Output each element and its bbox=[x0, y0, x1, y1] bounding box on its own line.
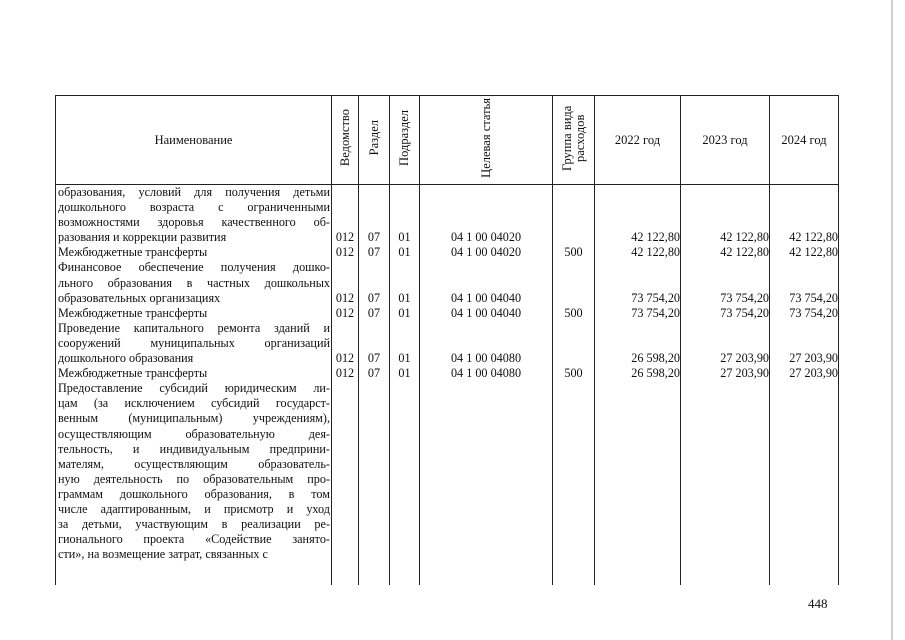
spacer-line bbox=[770, 260, 838, 275]
spacer-line bbox=[595, 502, 680, 517]
page-edge bbox=[891, 0, 893, 640]
amount-2023-column bbox=[681, 185, 770, 586]
header-2022: 2022 год bbox=[595, 96, 681, 185]
spacer-line bbox=[553, 487, 594, 502]
spacer-line bbox=[553, 442, 594, 457]
row-department-value: 012 bbox=[335, 305, 355, 320]
spacer-line bbox=[359, 185, 389, 200]
row-name-line: числе адаптированным, и присмотр и уход bbox=[58, 501, 330, 516]
row-target-value: 04 1 00 04040 bbox=[450, 290, 522, 305]
row-subsection-value: 01 bbox=[398, 290, 411, 305]
row-y2024-value: 42 122,80 bbox=[789, 230, 838, 245]
row-name-line: Межбюджетные трансферты bbox=[58, 305, 208, 320]
spacer-line bbox=[681, 427, 769, 442]
header-name: Наименование bbox=[56, 96, 332, 185]
row-name-line: Финансовое обеспечение получения дошко- bbox=[58, 260, 330, 275]
row-y2023-value: 42 122,80 bbox=[720, 245, 769, 260]
header-target-item: Целевая статья bbox=[420, 96, 553, 185]
row-target-value: 04 1 00 04080 bbox=[450, 366, 522, 381]
spacer-line bbox=[390, 396, 419, 411]
spacer-line bbox=[770, 381, 838, 396]
spacer-line bbox=[359, 442, 389, 457]
row-target-value: 04 1 00 04040 bbox=[450, 305, 522, 320]
spacer-line bbox=[553, 215, 594, 230]
row-subsection-value: 01 bbox=[398, 351, 411, 366]
spacer-line bbox=[595, 260, 680, 275]
spacer-line bbox=[420, 487, 552, 502]
spacer-line bbox=[770, 517, 838, 532]
spacer-line bbox=[332, 411, 358, 426]
spacer-line bbox=[390, 185, 419, 200]
spacer-line bbox=[595, 185, 680, 200]
spacer-line bbox=[595, 532, 680, 547]
row-department-value: 012 bbox=[335, 245, 355, 260]
row-name-line: гионального проекта «Содействие занято- bbox=[58, 532, 330, 547]
expense-group-column bbox=[553, 185, 595, 586]
name-column bbox=[56, 185, 332, 586]
spacer-line bbox=[420, 472, 552, 487]
spacer-line bbox=[595, 517, 680, 532]
target-item-column bbox=[420, 185, 553, 586]
row-y2022-value: 73 754,20 bbox=[631, 290, 680, 305]
spacer-line bbox=[770, 276, 838, 291]
row-group-value: 500 bbox=[564, 305, 583, 320]
spacer-line bbox=[332, 260, 358, 275]
spacer-line bbox=[332, 396, 358, 411]
spacer-line bbox=[770, 411, 838, 426]
spacer-line bbox=[390, 336, 419, 351]
spacer-line bbox=[420, 185, 552, 200]
spacer-line bbox=[595, 457, 680, 472]
row-group-value: 500 bbox=[564, 245, 583, 260]
spacer-line bbox=[595, 411, 680, 426]
spacer-line bbox=[420, 517, 552, 532]
spacer-line bbox=[420, 457, 552, 472]
spacer-line bbox=[390, 321, 419, 336]
subsection-column bbox=[390, 185, 420, 586]
header-2024: 2024 год bbox=[770, 96, 839, 185]
spacer-line bbox=[553, 336, 594, 351]
spacer-line bbox=[420, 502, 552, 517]
spacer-line bbox=[770, 457, 838, 472]
row-section-value: 07 bbox=[367, 366, 381, 381]
row-y2024-value: 73 754,20 bbox=[789, 290, 838, 305]
spacer-line bbox=[681, 200, 769, 215]
header-expense-group: Группа вида расходов bbox=[553, 96, 595, 185]
spacer-line bbox=[770, 200, 838, 215]
spacer-line bbox=[420, 532, 552, 547]
spacer-line bbox=[681, 517, 769, 532]
spacer-line bbox=[681, 185, 769, 200]
spacer-line bbox=[681, 381, 769, 396]
spacer-line bbox=[553, 260, 594, 275]
row-target-value: 04 1 00 04080 bbox=[450, 351, 522, 366]
spacer-line bbox=[595, 321, 680, 336]
row-name-line: разования и коррекции развития bbox=[58, 230, 227, 245]
table-body-row bbox=[56, 185, 839, 586]
spacer-line bbox=[359, 396, 389, 411]
row-target-value bbox=[420, 547, 552, 562]
row-y2024-value bbox=[770, 547, 838, 562]
spacer-line bbox=[332, 336, 358, 351]
row-name-line: граммам дошкольного образования, в том bbox=[58, 486, 330, 501]
row-name-line: тельность, и индивидуальным предприни- bbox=[58, 441, 330, 456]
spacer-line bbox=[553, 427, 594, 442]
row-section-value: 07 bbox=[367, 290, 381, 305]
row-section-value: 07 bbox=[367, 245, 381, 260]
row-department-value: 012 bbox=[335, 366, 355, 381]
spacer-line bbox=[359, 532, 389, 547]
row-name-line: льного образования в частных дошкольных bbox=[58, 275, 330, 290]
spacer-line bbox=[359, 427, 389, 442]
spacer-line bbox=[390, 487, 419, 502]
spacer-line bbox=[681, 215, 769, 230]
spacer-line bbox=[390, 427, 419, 442]
spacer-line bbox=[359, 502, 389, 517]
spacer-line bbox=[390, 215, 419, 230]
row-name-line: Предоставление субсидий юридическим ли- bbox=[58, 381, 330, 396]
header-subsection: Подраздел bbox=[390, 96, 420, 185]
spacer-line bbox=[390, 517, 419, 532]
spacer-line bbox=[390, 502, 419, 517]
spacer-line bbox=[681, 321, 769, 336]
spacer-line bbox=[681, 457, 769, 472]
spacer-line bbox=[390, 442, 419, 457]
row-department-value bbox=[332, 547, 358, 562]
row-name-line: мателям, осуществляющим образователь- bbox=[58, 456, 330, 471]
spacer-line bbox=[553, 185, 594, 200]
spacer-line bbox=[770, 442, 838, 457]
spacer-line bbox=[553, 381, 594, 396]
spacer-line bbox=[390, 200, 419, 215]
spacer-line bbox=[595, 396, 680, 411]
spacer-line bbox=[359, 215, 389, 230]
row-subsection-value: 01 bbox=[398, 305, 411, 320]
header-section: Раздел bbox=[359, 96, 390, 185]
page-number: 448 bbox=[808, 596, 828, 611]
spacer-line bbox=[595, 381, 680, 396]
row-subsection-value: 01 bbox=[398, 230, 411, 245]
header-department: Ведомство bbox=[332, 96, 359, 185]
spacer-line bbox=[332, 442, 358, 457]
spacer-line bbox=[420, 442, 552, 457]
spacer-line bbox=[553, 532, 594, 547]
spacer-line bbox=[553, 411, 594, 426]
spacer-line bbox=[595, 276, 680, 291]
spacer-line bbox=[359, 472, 389, 487]
row-group-value bbox=[553, 547, 594, 562]
spacer-line bbox=[770, 427, 838, 442]
row-group-value: 500 bbox=[564, 366, 583, 381]
row-y2023-value: 73 754,20 bbox=[720, 305, 769, 320]
row-name-line: ную деятельность по образовательным про- bbox=[58, 471, 330, 486]
spacer-line bbox=[595, 442, 680, 457]
row-y2024-value: 27 203,90 bbox=[789, 351, 838, 366]
spacer-line bbox=[359, 200, 389, 215]
spacer-line bbox=[681, 396, 769, 411]
spacer-line bbox=[390, 411, 419, 426]
spacer-line bbox=[332, 276, 358, 291]
spacer-line bbox=[359, 321, 389, 336]
row-y2022-value: 26 598,20 bbox=[631, 351, 680, 366]
row-group-value bbox=[553, 230, 594, 245]
row-y2023-value: 27 203,90 bbox=[720, 366, 769, 381]
row-name-line: дошкольного возраста с ограниченными bbox=[58, 200, 330, 215]
spacer-line bbox=[595, 215, 680, 230]
spacer-line bbox=[332, 532, 358, 547]
spacer-line bbox=[681, 502, 769, 517]
spacer-line bbox=[681, 411, 769, 426]
row-section-value: 07 bbox=[367, 351, 381, 366]
row-name-line: дошкольного образования bbox=[58, 351, 194, 366]
spacer-line bbox=[770, 321, 838, 336]
spacer-line bbox=[553, 200, 594, 215]
spacer-line bbox=[332, 517, 358, 532]
spacer-line bbox=[595, 427, 680, 442]
row-name-line: Проведение капитального ремонта зданий и bbox=[58, 320, 330, 335]
row-y2022-value: 42 122,80 bbox=[631, 245, 680, 260]
spacer-line bbox=[390, 532, 419, 547]
row-group-value bbox=[553, 291, 594, 306]
spacer-line bbox=[770, 185, 838, 200]
spacer-line bbox=[359, 336, 389, 351]
spacer-line bbox=[332, 427, 358, 442]
spacer-line bbox=[770, 502, 838, 517]
spacer-line bbox=[553, 396, 594, 411]
spacer-line bbox=[332, 472, 358, 487]
row-section-value: 07 bbox=[367, 230, 381, 245]
spacer-line bbox=[770, 396, 838, 411]
spacer-line bbox=[332, 487, 358, 502]
spacer-line bbox=[359, 381, 389, 396]
spacer-line bbox=[681, 260, 769, 275]
spacer-line bbox=[553, 276, 594, 291]
amount-2024-column bbox=[770, 185, 839, 586]
row-department-value: 012 bbox=[335, 351, 355, 366]
spacer-line bbox=[359, 411, 389, 426]
spacer-line bbox=[390, 381, 419, 396]
row-y2023-value bbox=[681, 547, 769, 562]
row-name-line: сти», на возмещение затрат, связанных с bbox=[58, 547, 268, 562]
spacer-line bbox=[359, 276, 389, 291]
spacer-line bbox=[332, 185, 358, 200]
spacer-line bbox=[770, 215, 838, 230]
spacer-line bbox=[332, 321, 358, 336]
spacer-line bbox=[770, 532, 838, 547]
section-column bbox=[359, 185, 390, 586]
spacer-line bbox=[332, 381, 358, 396]
spacer-line bbox=[595, 200, 680, 215]
table-header bbox=[56, 96, 839, 185]
row-y2023-value: 42 122,80 bbox=[720, 230, 769, 245]
spacer-line bbox=[553, 457, 594, 472]
spacer-line bbox=[681, 336, 769, 351]
amount-2022-column bbox=[595, 185, 681, 586]
row-subsection-value: 01 bbox=[398, 245, 411, 260]
spacer-line bbox=[332, 200, 358, 215]
spacer-line bbox=[553, 517, 594, 532]
spacer-line bbox=[359, 457, 389, 472]
row-name-line: цам (за исключением субсидий государст- bbox=[58, 396, 330, 411]
spacer-line bbox=[681, 487, 769, 502]
row-y2024-value: 27 203,90 bbox=[789, 366, 838, 381]
row-y2024-value: 73 754,20 bbox=[789, 305, 838, 320]
spacer-line bbox=[595, 336, 680, 351]
row-subsection-value bbox=[390, 547, 419, 562]
spacer-line bbox=[553, 502, 594, 517]
row-target-value: 04 1 00 04020 bbox=[450, 230, 522, 245]
spacer-line bbox=[359, 260, 389, 275]
spacer-line bbox=[770, 336, 838, 351]
spacer-line bbox=[390, 276, 419, 291]
spacer-line bbox=[420, 336, 552, 351]
row-target-value: 04 1 00 04020 bbox=[450, 245, 522, 260]
row-name-line: сооружений муниципальных организаций bbox=[58, 335, 330, 350]
spacer-line bbox=[595, 487, 680, 502]
row-y2022-value: 73 754,20 bbox=[631, 305, 680, 320]
row-section-value bbox=[359, 547, 389, 562]
spacer-line bbox=[553, 321, 594, 336]
spacer-line bbox=[770, 472, 838, 487]
row-name-line: образования, условий для получения детьми bbox=[58, 185, 330, 199]
spacer-line bbox=[359, 517, 389, 532]
spacer-line bbox=[420, 321, 552, 336]
spacer-line bbox=[420, 276, 552, 291]
spacer-line bbox=[390, 457, 419, 472]
spacer-line bbox=[420, 260, 552, 275]
spacer-line bbox=[681, 276, 769, 291]
spacer-line bbox=[770, 487, 838, 502]
header-2023: 2023 год bbox=[681, 96, 770, 185]
row-y2022-value: 42 122,80 bbox=[631, 230, 680, 245]
spacer-line bbox=[359, 487, 389, 502]
spacer-line bbox=[390, 260, 419, 275]
row-name-line: Межбюджетные трансферты bbox=[58, 245, 208, 260]
spacer-line bbox=[420, 411, 552, 426]
row-department-value: 012 bbox=[335, 230, 355, 245]
row-subsection-value: 01 bbox=[398, 366, 411, 381]
spacer-line bbox=[681, 532, 769, 547]
row-y2022-value bbox=[595, 547, 680, 562]
department-column bbox=[332, 185, 359, 586]
spacer-line bbox=[420, 427, 552, 442]
row-name-line: Межбюджетные трансферты bbox=[58, 366, 208, 381]
row-section-value: 07 bbox=[367, 305, 381, 320]
spacer-line bbox=[420, 200, 552, 215]
spacer-line bbox=[681, 472, 769, 487]
spacer-line bbox=[420, 215, 552, 230]
row-department-value: 012 bbox=[335, 290, 355, 305]
row-name-line: возможностями здоровья качественного об- bbox=[58, 215, 330, 230]
row-y2023-value: 73 754,20 bbox=[720, 290, 769, 305]
spacer-line bbox=[595, 472, 680, 487]
spacer-line bbox=[420, 381, 552, 396]
spacer-line bbox=[390, 472, 419, 487]
row-name-line: осуществляющим образовательную дея- bbox=[58, 426, 330, 441]
spacer-line bbox=[332, 457, 358, 472]
spacer-line bbox=[420, 396, 552, 411]
row-name-line: образовательных организациях bbox=[58, 290, 221, 305]
row-group-value bbox=[553, 351, 594, 366]
spacer-line bbox=[332, 215, 358, 230]
row-name-line: за детьми, участвующим в реализации ре- bbox=[58, 517, 330, 532]
spacer-line bbox=[553, 472, 594, 487]
row-y2024-value: 42 122,80 bbox=[789, 245, 838, 260]
spacer-line bbox=[332, 502, 358, 517]
budget-table bbox=[55, 95, 839, 585]
row-name-line: венным (муниципальным) учреждениям), bbox=[58, 411, 330, 426]
row-y2023-value: 27 203,90 bbox=[720, 351, 769, 366]
row-y2022-value: 26 598,20 bbox=[631, 366, 680, 381]
spacer-line bbox=[681, 442, 769, 457]
